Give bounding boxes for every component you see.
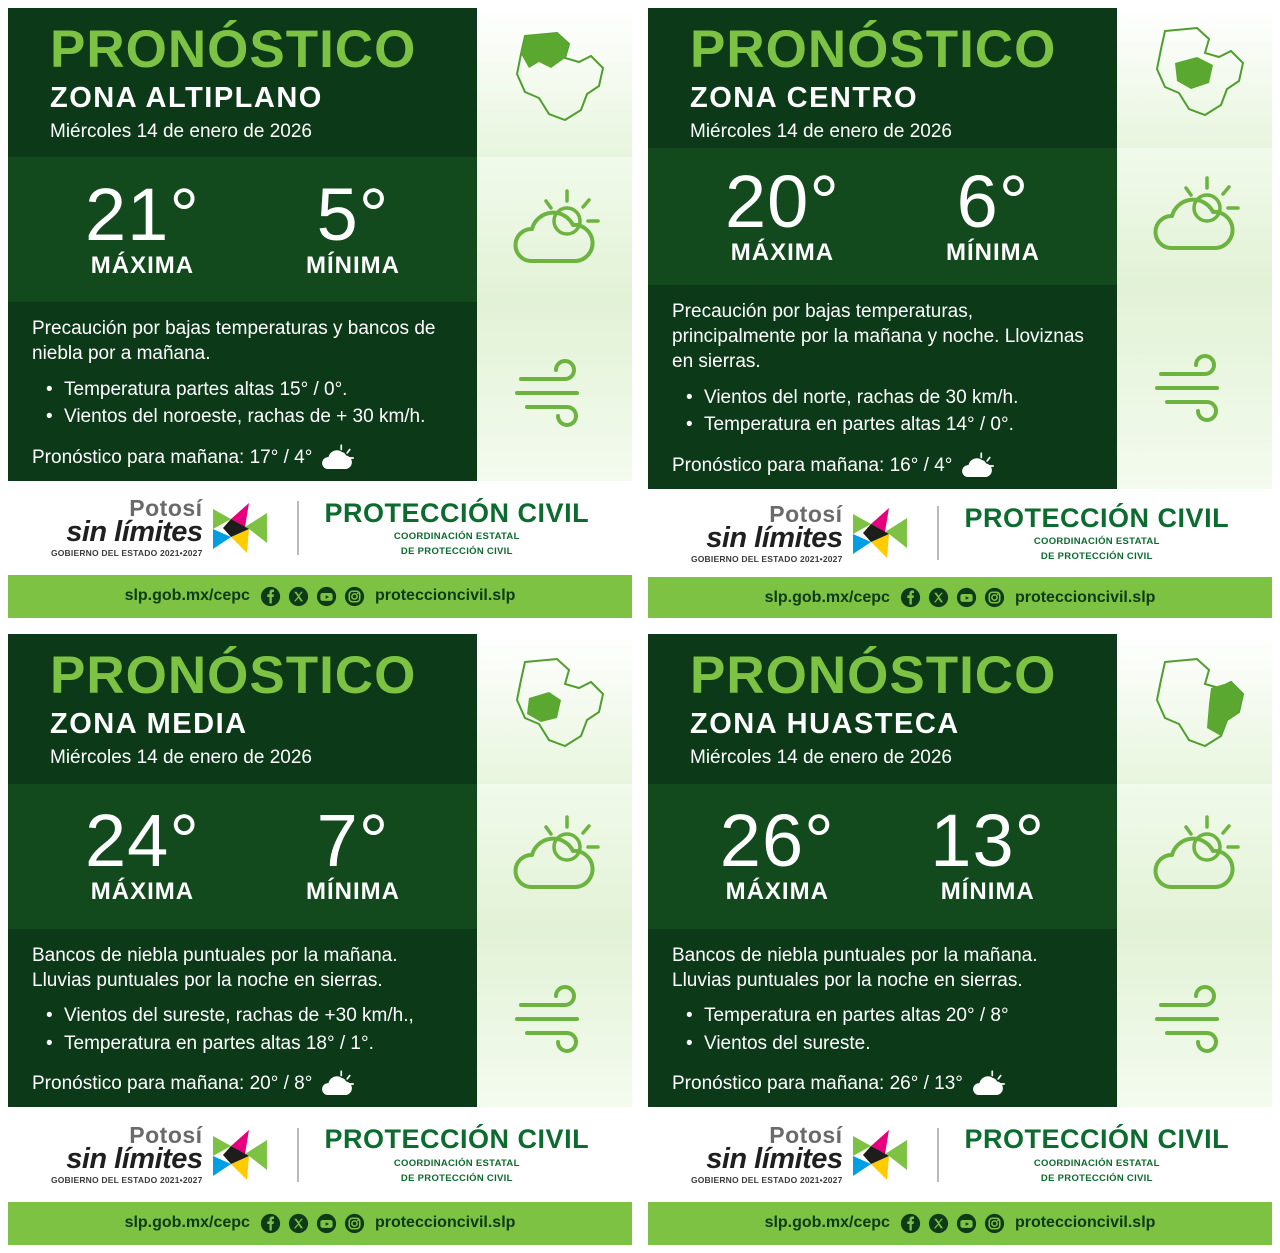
card-body — [648, 929, 1272, 1107]
logo-divider — [297, 501, 299, 555]
list-item: • Temperatura en partes altas 20° / 8° — [682, 1002, 1101, 1030]
facebook-icon[interactable] — [900, 587, 921, 608]
youtube-icon[interactable] — [316, 1213, 337, 1234]
forecast-card-altiplano — [8, 8, 632, 618]
potosi-wordmark — [51, 497, 203, 558]
header-text — [648, 634, 1117, 784]
sun-behind-cloud-icon — [505, 187, 605, 273]
pc-subtitle-line2: DE PROTECCIÓN CIVIL — [1040, 1172, 1153, 1184]
tomorrow-forecast — [32, 443, 461, 473]
forecast-date: Miércoles 14 de enero de 2026 — [50, 120, 312, 142]
card-header — [648, 8, 1272, 148]
youtube-icon[interactable] — [956, 587, 977, 608]
zone-name: ZONA CENTRO — [690, 81, 919, 114]
potosi-word-1: Potosí — [129, 1122, 203, 1149]
min-temp-block — [305, 172, 400, 280]
tomorrow-text: Pronóstico para mañana: 16° / 4° — [672, 454, 953, 476]
forecast-paragraph: Bancos de niebla puntuales por la mañana. Lluvias puntuales por la noche en sierras. — [672, 945, 1038, 992]
min-temp-value: 5° — [316, 172, 390, 256]
potosi-logo — [691, 1124, 911, 1185]
zone-name: ZONA ALTIPLANO — [50, 81, 323, 114]
state-map-icon — [1135, 23, 1255, 133]
zone-name: ZONA HUASTECA — [690, 707, 960, 740]
body-text — [8, 302, 477, 480]
forecast-card-media — [8, 634, 632, 1245]
temperature-row — [8, 157, 632, 302]
weather-icon-box — [1117, 148, 1272, 285]
social-icons — [900, 587, 1005, 608]
instagram-icon[interactable] — [344, 1213, 365, 1234]
max-temp-value: 26° — [719, 799, 835, 883]
map-box — [477, 8, 632, 157]
potosi-word-2: sin límites — [706, 521, 843, 554]
pc-subtitle-line1: COORDINACIÓN ESTATAL — [1033, 536, 1160, 548]
potosi-word-3: GOBIERNO DEL ESTADO 2021•2027 — [50, 548, 203, 559]
forecast-date: Miércoles 14 de enero de 2026 — [50, 746, 312, 768]
card-body — [8, 302, 632, 480]
logo-row — [648, 1107, 1272, 1201]
min-temp-value: 13° — [930, 799, 1046, 883]
potosi-logo — [51, 1124, 271, 1185]
tomorrow-text: Pronóstico para mañana: 17° / 4° — [32, 446, 313, 468]
proteccion-civil-logo — [965, 1125, 1230, 1183]
sun-behind-cloud-icon — [1145, 813, 1245, 899]
sun-behind-cloud-small-icon — [960, 451, 994, 481]
list-item: • Temperatura en partes altas 18° / 1°. — [42, 1030, 461, 1058]
temperature-row — [648, 148, 1272, 285]
forecast-cell — [0, 0, 640, 626]
potosi-word-2: sin límites — [706, 1143, 843, 1176]
weather-icon-box — [477, 157, 632, 302]
social-handle[interactable]: proteccioncivil.slp — [1014, 588, 1156, 606]
facebook-icon[interactable] — [900, 1213, 921, 1234]
footer-bar — [8, 1202, 632, 1245]
sun-behind-cloud-icon — [1145, 174, 1245, 260]
max-temp-value: 20° — [725, 159, 840, 243]
max-temp-label: MÁXIMA — [725, 878, 829, 906]
forecast-card-centro — [648, 8, 1272, 618]
pc-title: PROTECCIÓN CIVIL — [324, 1124, 590, 1155]
max-temp-block — [725, 159, 840, 267]
forecast-card-huasteca — [648, 634, 1272, 1245]
list-item: • Vientos del norte, rachas de 30 km/h. — [682, 384, 1101, 412]
card-header — [8, 8, 632, 157]
pc-subtitle-line1: COORDINACIÓN ESTATAL — [393, 1157, 520, 1169]
footer-bar — [648, 577, 1272, 618]
pc-subtitle-line1: COORDINACIÓN ESTATAL — [1033, 1157, 1160, 1169]
page-title: PRONÓSTICO — [50, 20, 417, 79]
pc-subtitle-line1: COORDINACIÓN ESTATAL — [393, 530, 520, 542]
temperature-values — [648, 784, 1117, 930]
temperature-row — [648, 784, 1272, 930]
pc-title: PROTECCIÓN CIVIL — [324, 497, 590, 528]
star-logo-icon — [849, 1126, 911, 1184]
state-map-icon — [495, 28, 615, 138]
proteccion-civil-logo — [325, 499, 590, 557]
facebook-icon[interactable] — [260, 1213, 281, 1234]
logo-row — [8, 1107, 632, 1201]
potosi-word-3: GOBIERNO DEL ESTADO 2021•2027 — [50, 1175, 203, 1186]
instagram-icon[interactable] — [984, 1213, 1005, 1234]
min-temp-value: 6° — [956, 159, 1030, 243]
social-handle[interactable]: proteccioncivil.slp — [374, 1214, 516, 1232]
header-text — [8, 8, 477, 157]
potosi-logo — [690, 500, 911, 564]
social-handle[interactable]: proteccioncivil.slp — [1014, 1214, 1156, 1232]
forecast-cell — [640, 626, 1280, 1253]
instagram-icon[interactable] — [984, 587, 1005, 608]
list-item: • Vientos del noroeste, rachas de + 30 km/h. — [42, 403, 461, 431]
social-icons — [260, 1213, 365, 1234]
min-temp-label: MÍNIMA — [305, 251, 400, 279]
star-logo-icon — [849, 504, 911, 562]
tomorrow-forecast — [672, 1069, 1101, 1099]
social-handle[interactable]: proteccioncivil.slp — [374, 587, 516, 605]
max-temp-value: 21° — [85, 172, 200, 256]
min-temp-block — [945, 159, 1040, 267]
proteccion-civil-logo — [325, 1125, 590, 1183]
min-temp-label: MÍNIMA — [945, 239, 1040, 267]
pc-subtitle-line2: DE PROTECCIÓN CIVIL — [1040, 551, 1153, 563]
sun-behind-cloud-small-icon — [320, 1069, 354, 1099]
x-twitter-icon[interactable] — [928, 587, 949, 608]
logo-divider — [297, 1128, 299, 1182]
weather-icon-box — [1117, 784, 1272, 930]
potosi-word-2: sin límites — [66, 1143, 203, 1176]
card-header — [648, 634, 1272, 784]
website-text[interactable]: slp.gob.mx/cepc — [124, 1214, 250, 1232]
website-text[interactable]: slp.gob.mx/cepc — [124, 587, 250, 605]
wind-icon — [507, 983, 603, 1053]
social-icons — [260, 586, 365, 607]
potosi-logo — [51, 497, 271, 558]
page-title: PRONÓSTICO — [50, 646, 417, 705]
map-box — [1117, 634, 1272, 784]
sun-behind-cloud-small-icon — [320, 443, 354, 473]
wind-icon-box — [477, 929, 632, 1107]
card-body — [648, 285, 1272, 488]
list-item: • Vientos del sureste, rachas de +30 km/h., — [42, 1002, 461, 1030]
proteccion-civil-logo — [965, 504, 1230, 562]
forecast-bullets — [42, 376, 461, 431]
footer-bar — [8, 575, 632, 618]
wind-icon-box — [1117, 285, 1272, 488]
logo-divider — [937, 506, 939, 560]
page-title: PRONÓSTICO — [690, 20, 1057, 79]
wind-icon-box — [477, 302, 632, 480]
star-logo-icon — [209, 1126, 271, 1184]
tomorrow-forecast — [32, 1069, 461, 1099]
forecast-date: Miércoles 14 de enero de 2026 — [690, 120, 952, 142]
x-twitter-icon[interactable] — [288, 586, 309, 607]
website-text[interactable]: slp.gob.mx/cepc — [764, 588, 890, 606]
social-icons — [900, 1213, 1005, 1234]
footer-bar — [648, 1202, 1272, 1245]
card-header — [8, 634, 632, 784]
max-temp-label: MÁXIMA — [730, 239, 835, 267]
forecast-cell — [0, 626, 640, 1253]
forecast-bullets — [682, 384, 1101, 439]
min-temp-value: 7° — [316, 799, 390, 883]
max-temp-block — [85, 799, 200, 906]
x-twitter-icon[interactable] — [288, 1213, 309, 1234]
star-logo-icon — [209, 499, 271, 557]
min-temp-block — [930, 799, 1046, 906]
sun-behind-cloud-icon — [505, 813, 605, 899]
forecast-paragraph: Precaución por bajas temperaturas y bancos de niebla por a mañana. — [32, 318, 436, 365]
pc-subtitle-line2: DE PROTECCIÓN CIVIL — [400, 545, 513, 557]
temperature-row — [8, 784, 632, 930]
temperature-values — [648, 148, 1117, 285]
potosi-word-2: sin límites — [66, 516, 203, 549]
map-box — [477, 634, 632, 784]
card-body — [8, 929, 632, 1107]
website-text[interactable]: slp.gob.mx/cepc — [764, 1214, 890, 1232]
potosi-word-3: GOBIERNO DEL ESTADO 2021•2027 — [690, 1175, 843, 1186]
temperature-values — [8, 157, 477, 302]
wind-icon — [1147, 983, 1243, 1053]
list-item: • Temperatura en partes altas 14° / 0°. — [682, 411, 1101, 439]
body-text — [8, 929, 477, 1107]
temperature-values — [8, 784, 477, 930]
youtube-icon[interactable] — [316, 586, 337, 607]
max-temp-block — [719, 799, 835, 906]
forecast-bullets — [42, 1002, 461, 1057]
youtube-icon[interactable] — [956, 1213, 977, 1234]
tomorrow-forecast — [672, 451, 1101, 481]
state-map-icon — [495, 654, 615, 764]
tomorrow-text: Pronóstico para mañana: 26° / 13° — [672, 1073, 963, 1095]
wind-icon-box — [1117, 929, 1272, 1107]
potosi-wordmark — [690, 500, 843, 564]
potosi-wordmark — [691, 1124, 843, 1185]
forecast-cell — [640, 0, 1280, 626]
potosi-word-1: Potosí — [769, 1122, 843, 1149]
pc-title: PROTECCIÓN CIVIL — [964, 502, 1230, 533]
wind-icon — [1147, 352, 1243, 422]
body-text — [648, 285, 1117, 488]
sun-behind-cloud-small-icon — [971, 1069, 1005, 1099]
max-temp-label: MÁXIMA — [90, 878, 195, 906]
instagram-icon[interactable] — [344, 586, 365, 607]
max-temp-value: 24° — [85, 799, 200, 883]
state-map-icon — [1135, 654, 1255, 764]
header-text — [8, 634, 477, 784]
zone-name: ZONA MEDIA — [50, 707, 248, 740]
wind-icon — [507, 357, 603, 427]
weather-icon-box — [477, 784, 632, 930]
logo-divider — [937, 1128, 939, 1182]
potosi-word-1: Potosí — [769, 500, 843, 527]
x-twitter-icon[interactable] — [928, 1213, 949, 1234]
forecast-paragraph: Bancos de niebla puntuales por la mañana. Lluvias puntuales por la noche en sierras. — [32, 945, 398, 992]
logo-row — [648, 489, 1272, 578]
tomorrow-text: Pronóstico para mañana: 20° / 8° — [32, 1073, 313, 1095]
max-temp-block — [85, 172, 200, 280]
min-temp-label: MÍNIMA — [940, 878, 1035, 906]
potosi-wordmark — [51, 1124, 203, 1185]
forecast-date: Miércoles 14 de enero de 2026 — [690, 746, 952, 768]
body-text — [648, 929, 1117, 1107]
forecast-paragraph: Precaución por bajas temperaturas, principalmente por la mañana y noche. Lloviznas en sierras. — [672, 301, 1084, 373]
min-temp-block — [305, 799, 400, 906]
potosi-word-3: GOBIERNO DEL ESTADO 2021•2027 — [690, 553, 843, 564]
pc-title: PROTECCIÓN CIVIL — [964, 1124, 1230, 1155]
potosi-word-1: Potosí — [129, 495, 203, 522]
min-temp-label: MÍNIMA — [305, 878, 400, 906]
max-temp-label: MÁXIMA — [90, 251, 195, 279]
forecast-bullets — [682, 1002, 1101, 1057]
logo-row — [8, 481, 632, 575]
header-text — [648, 8, 1117, 148]
list-item: • Temperatura partes altas 15° / 0°. — [42, 376, 461, 404]
facebook-icon[interactable] — [260, 586, 281, 607]
list-item: • Vientos del sureste. — [682, 1030, 1101, 1058]
map-box — [1117, 8, 1272, 148]
pc-subtitle-line2: DE PROTECCIÓN CIVIL — [400, 1172, 513, 1184]
page-title: PRONÓSTICO — [690, 646, 1057, 705]
